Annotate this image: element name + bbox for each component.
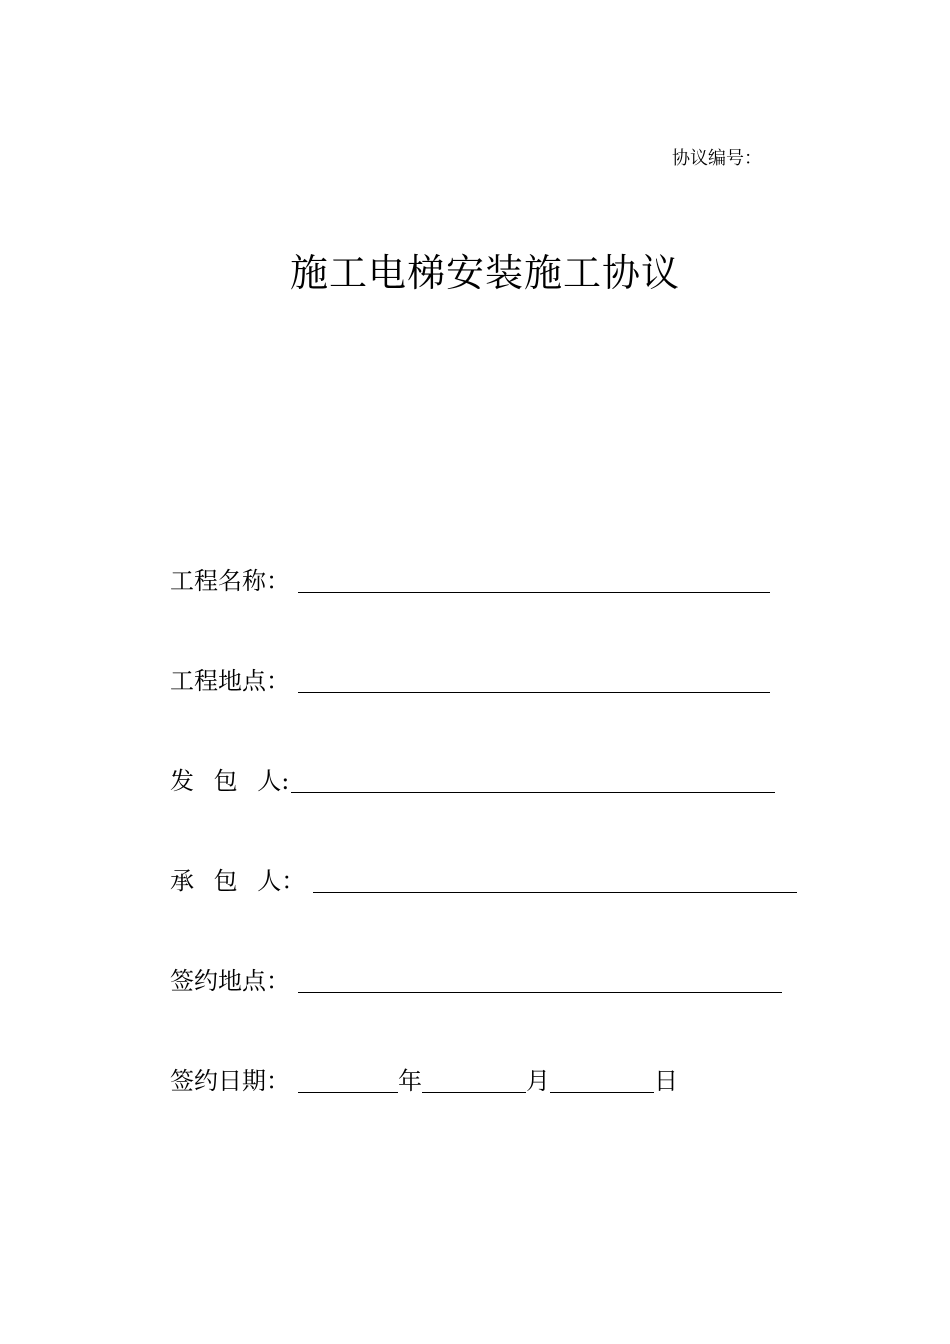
month-label: 月 [526,1067,550,1095]
field-label-text: 承 包 人： [170,867,306,895]
field-label: 签约日期： [170,1067,290,1095]
blank-line[interactable] [298,566,770,593]
document-title: 施工电梯安装施工协议 [289,251,680,295]
field-project-location [170,662,770,696]
field-label: 工程名称： [170,567,290,595]
year-label: 年 [398,1067,422,1095]
field-contractor [170,862,797,896]
field-label: 工程地点： [170,667,290,695]
field-label-text: 发 包 人: [170,767,290,795]
month-blank[interactable] [422,1066,526,1093]
day-blank[interactable] [550,1066,654,1093]
field-label [170,866,305,896]
field-project-name [170,562,770,596]
field-label [170,766,289,796]
field-label: 签约地点： [170,967,290,995]
field-signing-location [170,962,782,996]
blank-line[interactable] [291,766,775,793]
field-signing-date [170,1062,678,1096]
blank-line[interactable] [298,666,770,693]
field-employer [170,762,775,796]
day-label: 日 [654,1067,678,1095]
blank-line[interactable] [313,866,797,893]
agreement-number-label: 协议编号： [672,148,762,169]
year-blank[interactable] [298,1066,398,1093]
blank-line[interactable] [298,966,782,993]
